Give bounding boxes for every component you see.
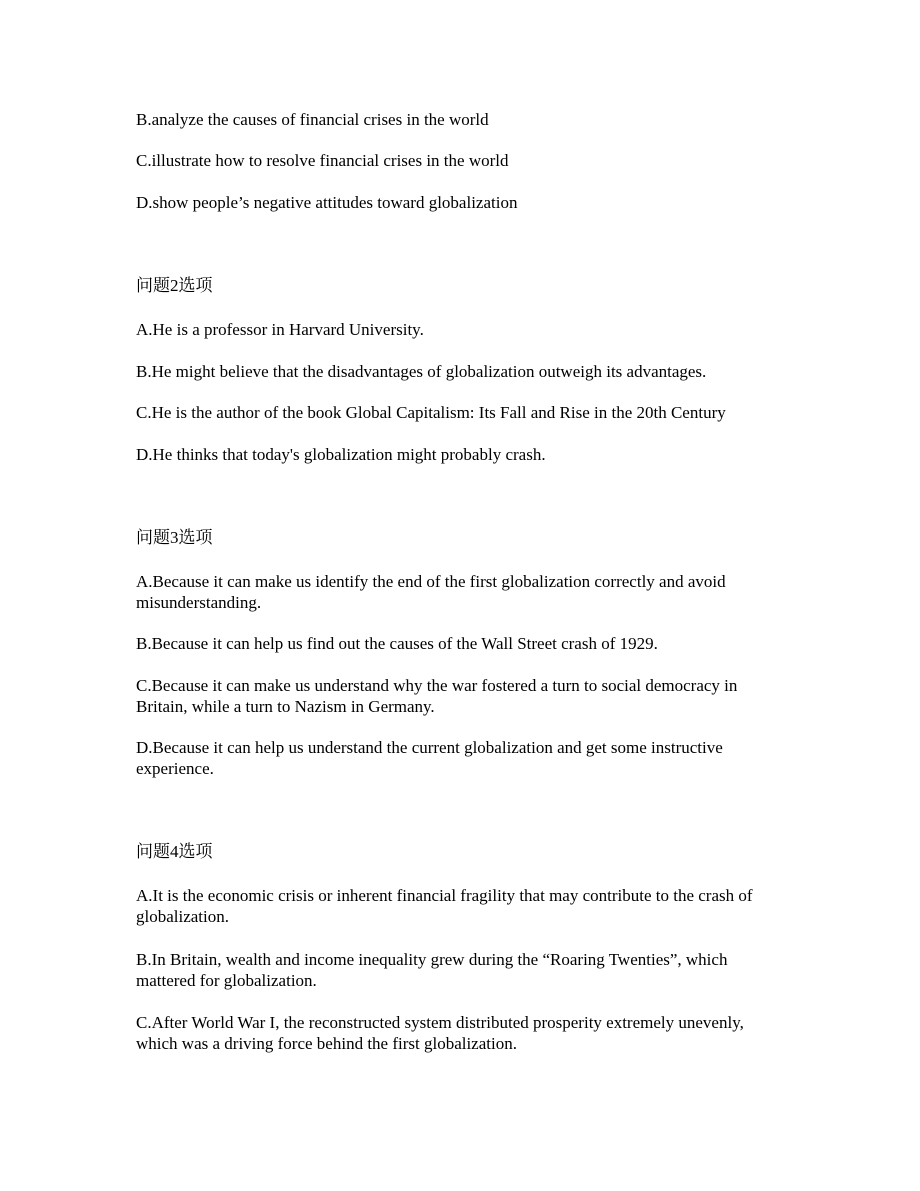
q2-option-b: B.He might believe that the disadvantages of globalization outweigh its advantages. bbox=[136, 362, 707, 381]
q2-option-d: D.He thinks that today's globalization might probably crash. bbox=[136, 445, 546, 464]
q3-heading: 问题3选项 bbox=[136, 528, 213, 547]
q1-option-d: D.show people’s negative attitudes toward globalization bbox=[136, 193, 518, 212]
q2-option-a: A.He is a professor in Harvard University. bbox=[136, 320, 424, 339]
q4-heading: 问题4选项 bbox=[136, 842, 213, 861]
q3-option-c: C.Because it can make us understand why the war fostered a turn to social democracy in Britain, while a turn to Nazism in Germany. bbox=[136, 676, 738, 716]
q1-option-b: B.analyze the causes of financial crises in the world bbox=[136, 110, 489, 129]
q2-option-c: C.He is the author of the book Global Capitalism: Its Fall and Rise in the 20th Century bbox=[136, 403, 726, 422]
q3-option-a: A.Because it can make us identify the end of the first globalization correctly and avoid misunderstanding. bbox=[136, 572, 726, 612]
q4-option-b: B.In Britain, wealth and income inequality grew during the “Roaring Twenties”, which mattered for globalization. bbox=[136, 950, 728, 990]
q2-heading: 问题2选项 bbox=[136, 276, 213, 295]
q1-option-c: C.illustrate how to resolve financial crises in the world bbox=[136, 151, 509, 170]
q4-option-a: A.It is the economic crisis or inherent financial fragility that may contribute to the crash of globalization. bbox=[136, 886, 753, 926]
q4-option-c: C.After World War I, the reconstructed system distributed prosperity extremely unevenly, which was a driving force behind the first globalization. bbox=[136, 1013, 744, 1053]
q3-option-b: B.Because it can help us find out the causes of the Wall Street crash of 1929. bbox=[136, 634, 658, 653]
q3-option-d: D.Because it can help us understand the current globalization and get some instructive experience. bbox=[136, 738, 723, 778]
